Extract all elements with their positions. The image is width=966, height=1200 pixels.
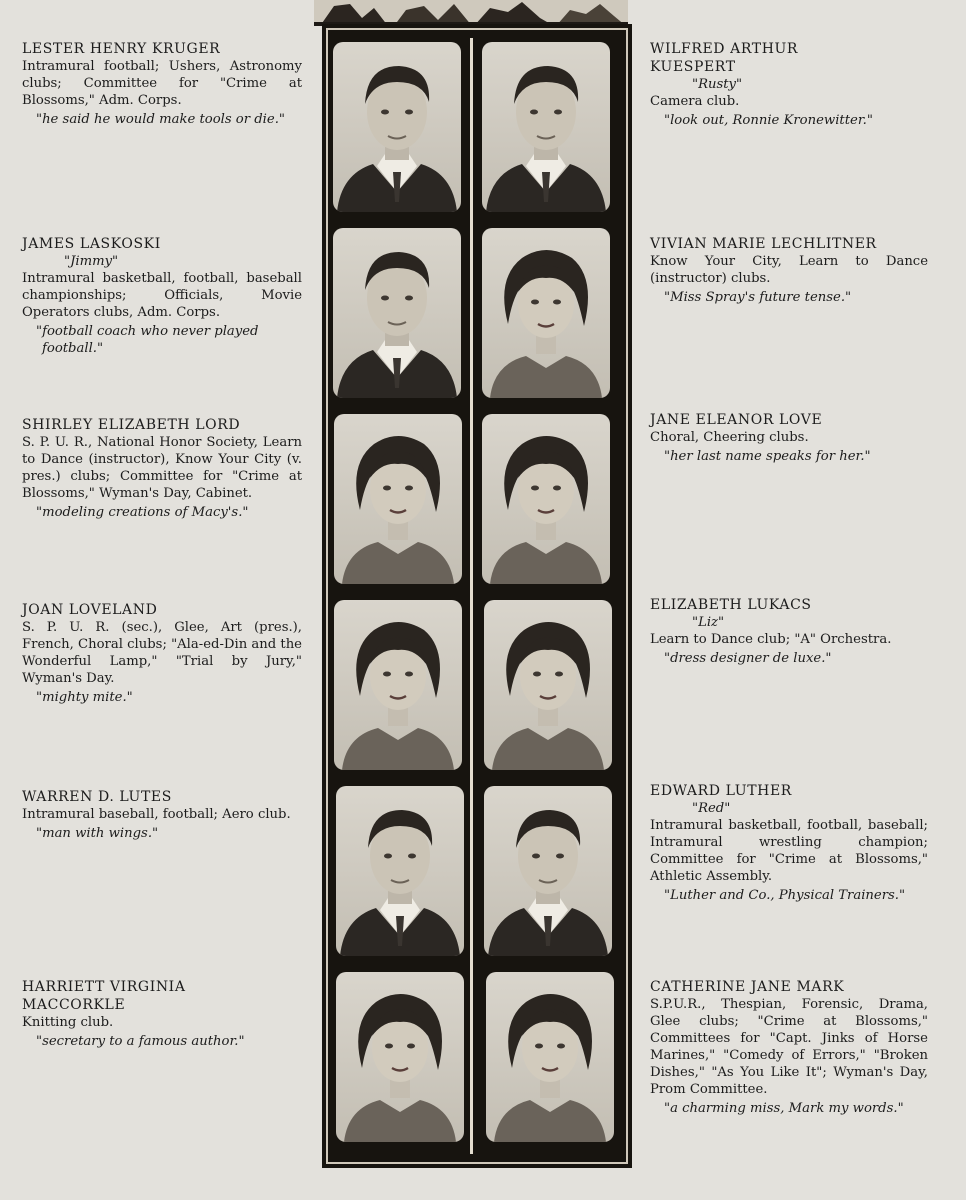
student-activities: Learn to Dance club; "A" Orchestra. xyxy=(650,632,892,647)
portrait-silhouette xyxy=(334,600,462,770)
student-entry-lutes xyxy=(22,788,302,842)
student-name: LESTER HENRY KRUGER xyxy=(22,41,221,57)
student-entry-luther xyxy=(650,782,928,904)
portrait-photo xyxy=(336,972,464,1142)
student-entry-laskoski xyxy=(22,235,302,357)
student-entry-kruger xyxy=(22,40,302,128)
student-activities: Choral, Cheering clubs. xyxy=(650,430,809,445)
student-activities: Intramural football; Ushers, Astronomy clubs; Committee for "Crime at Blossoms," Adm. Corps. xyxy=(22,59,302,108)
student-quote: "Luther and Co., Physical Trainers." xyxy=(664,888,906,903)
portrait-silhouette xyxy=(333,228,461,398)
student-quote: "secretary to a famous author." xyxy=(36,1034,245,1049)
student-activities: S. P. U. R., National Honor Society, Learn to Dance (instructor), Know Your City (v. pres.) clubs; Committee for "Crime at Blossoms," Wyman's Day, Cabinet. xyxy=(22,435,302,501)
portrait-photo xyxy=(482,414,610,584)
student-activities: S.P.U.R., Thespian, Forensic, Drama, Glee clubs; "Crime at Blossoms," Committees for "Capt. Jinks of Horse Marines," "Comedy of Errors," "Broken Dishes," "As You Like It"; Wyman's Day, Prom Committee. xyxy=(650,997,928,1097)
portrait-photo xyxy=(333,228,461,398)
student-activities: Knitting club. xyxy=(22,1015,114,1030)
student-quote: "he said he would make tools or die." xyxy=(36,112,285,127)
student-name: HARRIETT VIRGINIA MACCORKLE xyxy=(22,979,186,1013)
portrait-silhouette xyxy=(484,786,612,956)
student-name: JANE ELEANOR LOVE xyxy=(650,412,823,428)
student-entry-lukacs xyxy=(650,596,928,667)
portrait-photo xyxy=(482,228,610,398)
portrait-photo xyxy=(334,600,462,770)
student-activities: Intramural basketball, football, baseball championships; Officials, Movie Operators clubs, Adm. Corps. xyxy=(22,271,302,320)
portrait-silhouette xyxy=(482,42,610,212)
portrait-silhouette xyxy=(336,786,464,956)
student-nickname: "Rusty" xyxy=(692,77,743,92)
portrait-silhouette xyxy=(482,414,610,584)
student-quote: "modeling creations of Macy's." xyxy=(36,505,249,520)
portrait-photo xyxy=(482,42,610,212)
student-quote: "her last name speaks for her." xyxy=(664,449,871,464)
student-quote: "Miss Spray's future tense." xyxy=(664,290,852,305)
portrait-silhouette xyxy=(334,414,462,584)
student-name: ELIZABETH LUKACS xyxy=(650,597,812,613)
student-entry-lechlitner xyxy=(650,235,928,306)
student-nickname: "Red" xyxy=(692,801,731,816)
student-entry-love xyxy=(650,411,928,465)
student-entry-loveland xyxy=(22,601,302,706)
student-name: JAMES LASKOSKI xyxy=(22,236,161,252)
student-quote: "dress designer de luxe." xyxy=(664,651,832,666)
strip-divider xyxy=(470,38,473,1154)
student-name: WARREN D. LUTES xyxy=(22,789,172,805)
portrait-photo xyxy=(333,42,461,212)
student-activities: S. P. U. R. (sec.), Glee, Art (pres.), French, Choral clubs; "Ala-ed-Din and the Wonderful Lamp," "Trial by Jury," Wyman's Day. xyxy=(22,620,302,686)
strip-banner-art xyxy=(314,0,628,26)
student-name: WILFRED ARTHUR KUESPERT xyxy=(650,41,799,75)
student-quote: "a charming miss, Mark my words." xyxy=(664,1101,904,1116)
student-name: SHIRLEY ELIZABETH LORD xyxy=(22,417,241,433)
student-activities: Intramural basketball, football, baseball; Intramural wrestling champion; Committee for "Crime at Blossoms," Athletic Assembly. xyxy=(650,818,928,884)
student-nickname: "Liz" xyxy=(692,615,725,630)
portrait-photo xyxy=(336,786,464,956)
student-activities: Know Your City, Learn to Dance (instructor) clubs. xyxy=(650,254,928,286)
student-activities: Intramural baseball, football; Aero club. xyxy=(22,807,291,822)
student-activities: Camera club. xyxy=(650,94,740,109)
student-quote: "football coach who never played football." xyxy=(36,324,259,356)
student-name: CATHERINE JANE MARK xyxy=(650,979,845,995)
student-entry-kuespert xyxy=(650,40,873,129)
portrait-photo xyxy=(484,600,612,770)
portrait-silhouette xyxy=(336,972,464,1142)
student-quote: "look out, Ronnie Kronewitter." xyxy=(664,113,873,128)
student-entry-maccorkle xyxy=(22,978,245,1050)
portrait-photo xyxy=(484,786,612,956)
student-nickname: "Jimmy" xyxy=(64,254,119,269)
student-quote: "man with wings." xyxy=(36,826,159,841)
student-name: EDWARD LUTHER xyxy=(650,783,792,799)
student-entry-lord xyxy=(22,416,302,521)
portrait-photo xyxy=(486,972,614,1142)
portrait-silhouette xyxy=(486,972,614,1142)
student-name: JOAN LOVELAND xyxy=(22,602,158,618)
portrait-silhouette xyxy=(482,228,610,398)
portrait-silhouette xyxy=(484,600,612,770)
student-quote: "mighty mite." xyxy=(36,690,133,705)
student-name: VIVIAN MARIE LECHLITNER xyxy=(650,236,877,252)
portrait-silhouette xyxy=(333,42,461,212)
portrait-photo xyxy=(334,414,462,584)
student-entry-mark xyxy=(650,978,928,1117)
